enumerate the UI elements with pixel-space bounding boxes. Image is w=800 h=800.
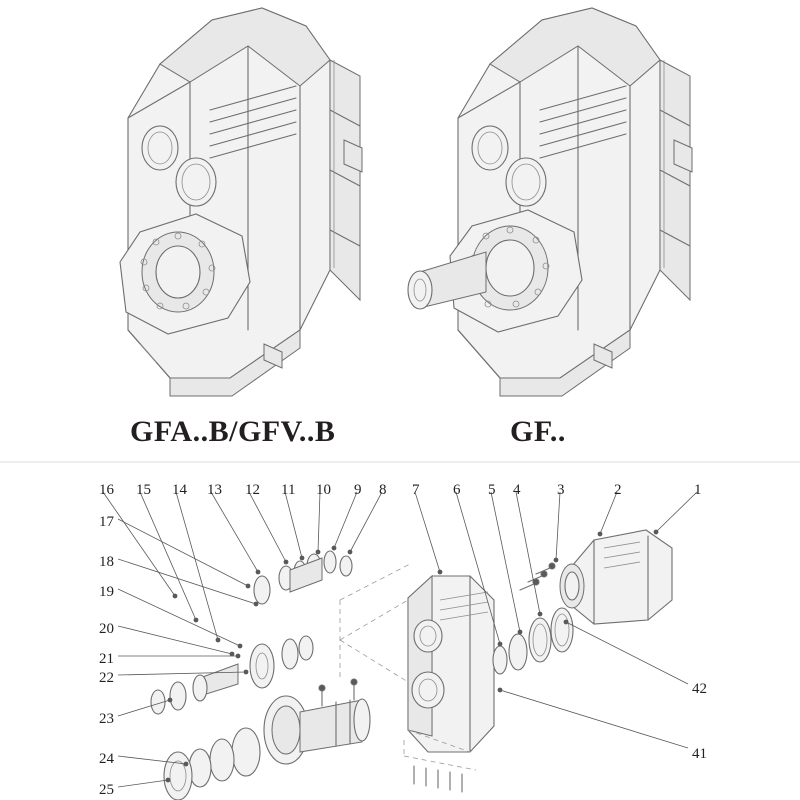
callout-13: 13 <box>207 482 222 498</box>
callout-1: 1 <box>694 482 702 498</box>
callout-6: 6 <box>453 482 461 498</box>
callout-10: 10 <box>316 482 331 498</box>
callout-3: 3 <box>557 482 565 498</box>
callout-21: 21 <box>99 651 114 667</box>
callout-8: 8 <box>379 482 387 498</box>
callout-15: 15 <box>136 482 151 498</box>
callout-4: 4 <box>513 482 521 498</box>
callout-18: 18 <box>99 554 114 570</box>
callout-2: 2 <box>614 482 622 498</box>
callout-16: 16 <box>99 482 114 498</box>
callout-9: 9 <box>354 482 362 498</box>
callout-20: 20 <box>99 621 114 637</box>
callout-24: 24 <box>99 751 114 767</box>
figure-top-left <box>120 8 362 396</box>
callout-25: 25 <box>99 782 114 798</box>
callout-14: 14 <box>172 482 187 498</box>
callout-11: 11 <box>281 482 296 498</box>
figure-top-right <box>408 8 692 396</box>
callout-42: 42 <box>692 681 707 697</box>
figure-exploded <box>103 492 697 800</box>
callout-7: 7 <box>412 482 420 498</box>
callout-17: 17 <box>99 514 114 530</box>
callout-22: 22 <box>99 670 114 686</box>
callout-12: 12 <box>245 482 260 498</box>
callout-23: 23 <box>99 711 114 727</box>
callout-5: 5 <box>488 482 496 498</box>
caption-gfab-gfvb: GFA..B/GFV..B <box>130 415 336 448</box>
callout-19: 19 <box>99 584 114 600</box>
caption-gf: GF.. <box>510 415 566 448</box>
callout-41: 41 <box>692 746 707 762</box>
